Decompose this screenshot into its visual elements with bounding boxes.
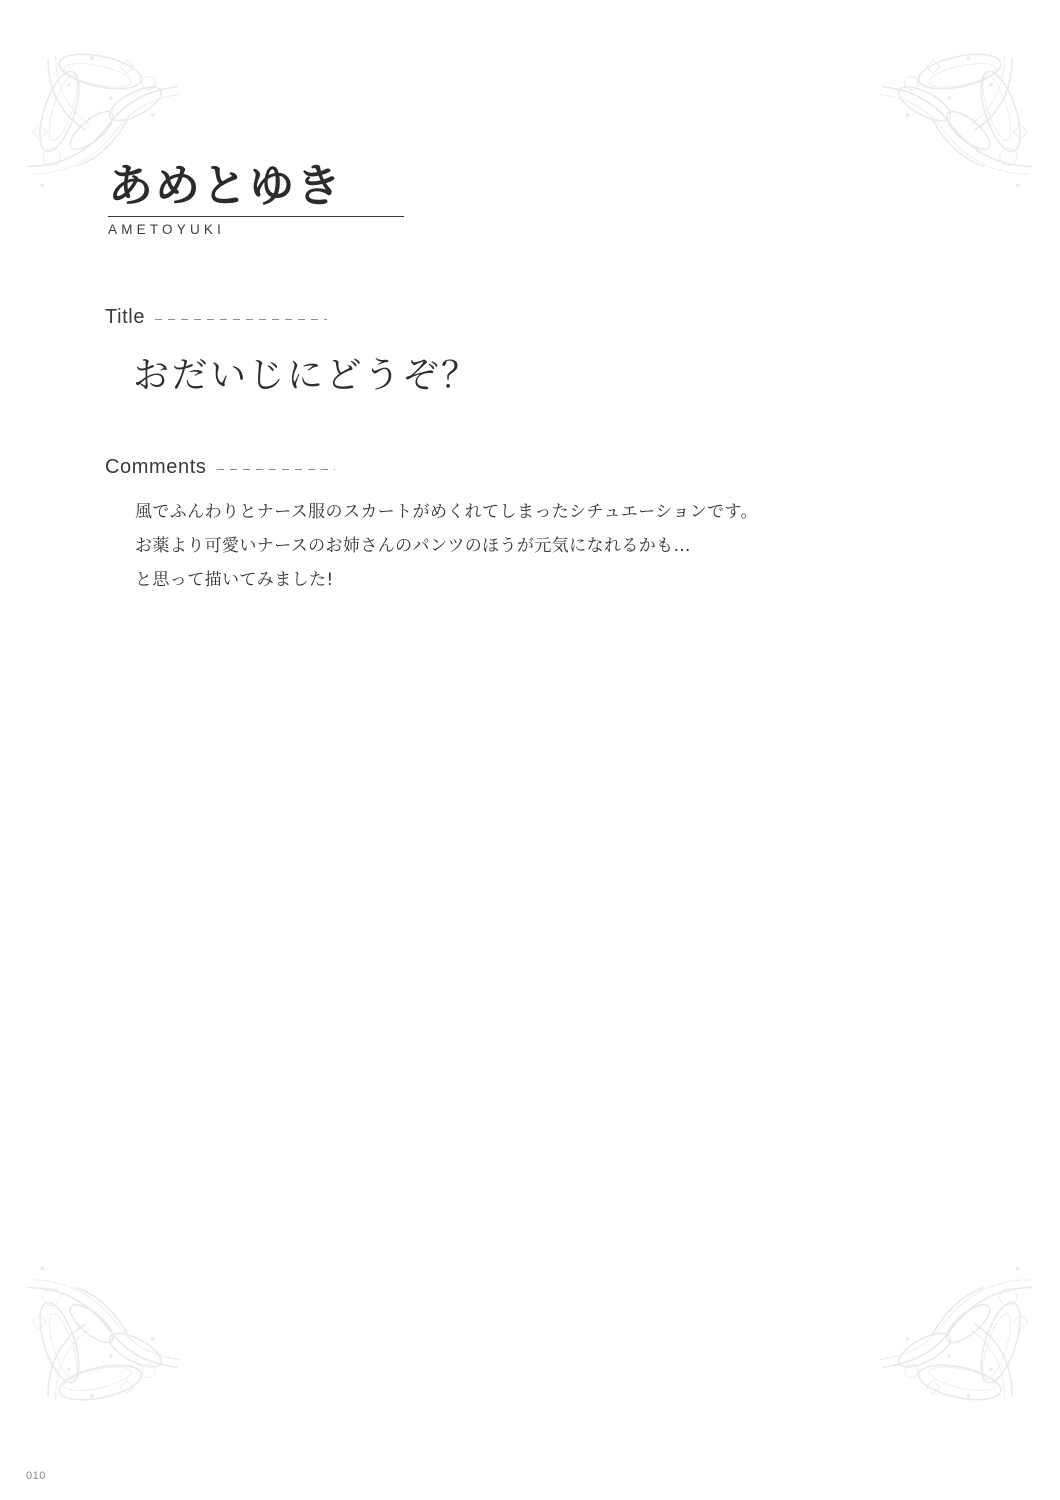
- page-number: 010: [26, 1470, 46, 1482]
- title-label-row: [105, 306, 480, 329]
- floral-corner-ornament-icon: [860, 1240, 1050, 1430]
- circle-header: [108, 159, 404, 238]
- comments-body: [135, 495, 758, 597]
- title-dashed-rule: [155, 319, 327, 320]
- title-value: おだいじにどうぞ？: [133, 355, 480, 396]
- comments-field: [105, 456, 758, 597]
- comments-label: Comments: [105, 456, 207, 478]
- comments-line: と思って描いてみました!: [135, 570, 334, 590]
- title-label: Title: [105, 306, 146, 328]
- circle-name-romaji: AMETOYUKI: [108, 222, 226, 238]
- comments-line: 風でふんわりとナース服のスカートがめくれてしまったシチュエーションです。: [135, 502, 758, 522]
- header-rule: [108, 216, 404, 217]
- circle-name-jp: あめとゆき: [108, 159, 344, 212]
- title-field: [105, 306, 480, 398]
- comments-line: お薬より可愛いナースのお姉さんのパンツのほうが元気になれるかも…: [135, 536, 691, 556]
- comments-label-row: [105, 456, 758, 479]
- floral-corner-ornament-icon: [10, 1240, 200, 1430]
- floral-corner-ornament-icon: [860, 24, 1050, 214]
- comments-dashed-rule: [217, 469, 335, 470]
